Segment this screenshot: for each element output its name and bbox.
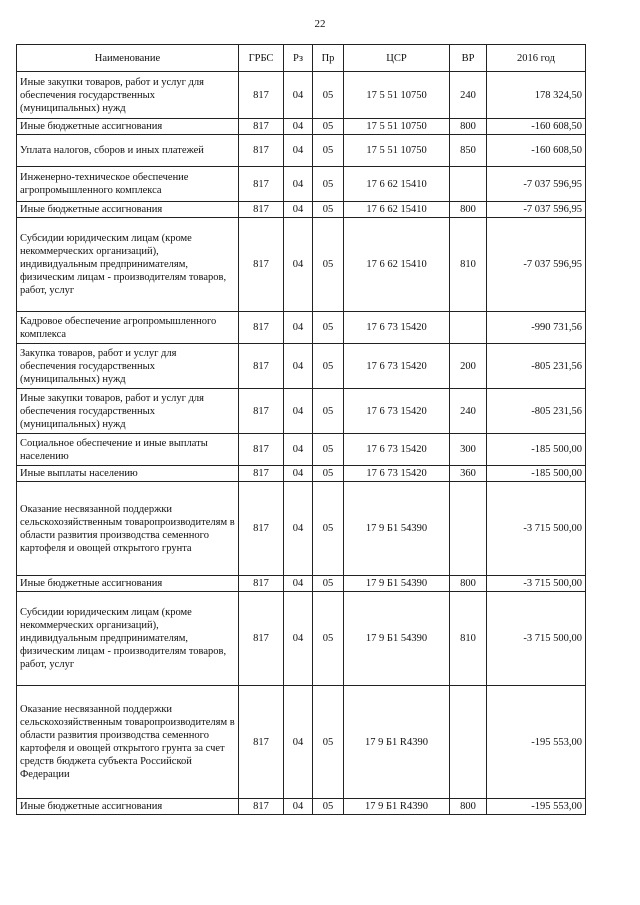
cell-vr: 240	[450, 72, 487, 119]
cell-grbs: 817	[239, 218, 284, 312]
page-number: 22	[314, 18, 326, 30]
cell-grbs: 817	[239, 72, 284, 119]
cell-grbs: 817	[239, 344, 284, 389]
cell-vr: 800	[450, 576, 487, 592]
cell-amount: -7 037 596,95	[487, 202, 586, 218]
cell-grbs: 817	[239, 167, 284, 202]
cell-pr: 05	[313, 799, 344, 815]
cell-amount: -7 037 596,95	[487, 167, 586, 202]
cell-name: Иные закупки товаров, работ и услуг для обеспечения государственных (муниципальных) нужд	[17, 72, 239, 119]
cell-grbs: 817	[239, 686, 284, 799]
cell-grbs: 817	[239, 592, 284, 686]
cell-pr: 05	[313, 389, 344, 434]
cell-grbs: 817	[239, 119, 284, 135]
table-body	[17, 72, 586, 815]
cell-vr: 300	[450, 434, 487, 466]
cell-vr: 800	[450, 119, 487, 135]
cell-grbs: 817	[239, 799, 284, 815]
table-row	[17, 576, 586, 592]
cell-csr: 17 5 51 10750	[344, 119, 450, 135]
table-row	[17, 135, 586, 167]
cell-rz: 04	[284, 799, 313, 815]
col-header-rz: Рз	[284, 45, 313, 72]
cell-pr: 05	[313, 434, 344, 466]
cell-name: Инженерно-техническое обеспечение агропромышленного комплекса	[17, 167, 239, 202]
cell-csr: 17 6 73 15420	[344, 434, 450, 466]
cell-amount: -7 037 596,95	[487, 218, 586, 312]
cell-name: Субсидии юридическим лицам (кроме некоммерческих организаций), индивидуальным предпринимателям, физическим лицам - производителям товаров, работ, услуг	[17, 218, 239, 312]
table-row	[17, 167, 586, 202]
cell-pr: 05	[313, 119, 344, 135]
cell-name: Уплата налогов, сборов и иных платежей	[17, 135, 239, 167]
cell-rz: 04	[284, 482, 313, 576]
cell-grbs: 817	[239, 576, 284, 592]
cell-rz: 04	[284, 576, 313, 592]
cell-vr	[450, 312, 487, 344]
cell-csr: 17 6 73 15420	[344, 466, 450, 482]
cell-csr: 17 6 62 15410	[344, 202, 450, 218]
cell-csr: 17 6 73 15420	[344, 312, 450, 344]
cell-rz: 04	[284, 218, 313, 312]
cell-vr: 240	[450, 389, 487, 434]
cell-grbs: 817	[239, 389, 284, 434]
table-row	[17, 312, 586, 344]
col-header-grbs: ГРБС	[239, 45, 284, 72]
table-row	[17, 389, 586, 434]
cell-amount: -3 715 500,00	[487, 592, 586, 686]
table-header-row	[17, 45, 586, 72]
table-row	[17, 686, 586, 799]
table-row	[17, 344, 586, 389]
table-row	[17, 466, 586, 482]
cell-rz: 04	[284, 434, 313, 466]
cell-rz: 04	[284, 167, 313, 202]
cell-vr: 810	[450, 218, 487, 312]
table-row	[17, 799, 586, 815]
cell-amount: -3 715 500,00	[487, 482, 586, 576]
cell-grbs: 817	[239, 434, 284, 466]
table-row	[17, 592, 586, 686]
cell-amount: -3 715 500,00	[487, 576, 586, 592]
cell-amount: -805 231,56	[487, 389, 586, 434]
cell-csr: 17 9 Б1 R4390	[344, 686, 450, 799]
cell-vr: 800	[450, 799, 487, 815]
cell-name: Субсидии юридическим лицам (кроме некоммерческих организаций), индивидуальным предпринимателям, физическим лицам - производителям товаров, работ, услуг	[17, 592, 239, 686]
table-row	[17, 434, 586, 466]
cell-vr: 360	[450, 466, 487, 482]
cell-csr: 17 6 62 15410	[344, 167, 450, 202]
cell-rz: 04	[284, 202, 313, 218]
cell-csr: 17 5 51 10750	[344, 135, 450, 167]
cell-amount: -160 608,50	[487, 119, 586, 135]
table-row	[17, 72, 586, 119]
cell-rz: 04	[284, 312, 313, 344]
cell-amount: 178 324,50	[487, 72, 586, 119]
col-header-name: Наименование	[17, 45, 239, 72]
cell-rz: 04	[284, 72, 313, 119]
cell-csr: 17 6 73 15420	[344, 344, 450, 389]
cell-name: Иные выплаты населению	[17, 466, 239, 482]
budget-table	[16, 44, 586, 815]
cell-csr: 17 5 51 10750	[344, 72, 450, 119]
cell-vr: 200	[450, 344, 487, 389]
col-header-pr: Пр	[313, 45, 344, 72]
table-row	[17, 202, 586, 218]
cell-pr: 05	[313, 167, 344, 202]
cell-rz: 04	[284, 686, 313, 799]
cell-pr: 05	[313, 466, 344, 482]
cell-name: Иные бюджетные ассигнования	[17, 576, 239, 592]
cell-vr: 850	[450, 135, 487, 167]
cell-rz: 04	[284, 466, 313, 482]
cell-rz: 04	[284, 119, 313, 135]
cell-name: Закупка товаров, работ и услуг для обеспечения государственных (муниципальных) нужд	[17, 344, 239, 389]
cell-name: Оказание несвязанной поддержки сельскохозяйственным товаропроизводителям в области развития производства семенного картофеля и овощей открытого грунта за счет средств бюджета субъекта Российской Федерации	[17, 686, 239, 799]
cell-amount: -195 553,00	[487, 686, 586, 799]
cell-name: Иные бюджетные ассигнования	[17, 119, 239, 135]
col-header-amount: 2016 год	[487, 45, 586, 72]
col-header-csr: ЦСР	[344, 45, 450, 72]
cell-csr: 17 9 Б1 54390	[344, 576, 450, 592]
cell-csr: 17 9 Б1 R4390	[344, 799, 450, 815]
cell-csr: 17 9 Б1 54390	[344, 482, 450, 576]
cell-name: Кадровое обеспечение агропромышленного комплекса	[17, 312, 239, 344]
cell-pr: 05	[313, 72, 344, 119]
cell-name: Иные бюджетные ассигнования	[17, 799, 239, 815]
cell-grbs: 817	[239, 466, 284, 482]
cell-pr: 05	[313, 592, 344, 686]
cell-vr: 800	[450, 202, 487, 218]
cell-vr	[450, 482, 487, 576]
cell-name: Иные закупки товаров, работ и услуг для обеспечения государственных (муниципальных) нужд	[17, 389, 239, 434]
cell-rz: 04	[284, 389, 313, 434]
cell-pr: 05	[313, 344, 344, 389]
cell-csr: 17 9 Б1 54390	[344, 592, 450, 686]
cell-amount: -195 553,00	[487, 799, 586, 815]
table-row	[17, 119, 586, 135]
cell-name: Социальное обеспечение и иные выплаты населению	[17, 434, 239, 466]
cell-grbs: 817	[239, 135, 284, 167]
cell-rz: 04	[284, 592, 313, 686]
cell-pr: 05	[313, 482, 344, 576]
cell-csr: 17 6 73 15420	[344, 389, 450, 434]
table-row	[17, 482, 586, 576]
cell-vr: 810	[450, 592, 487, 686]
cell-amount: -990 731,56	[487, 312, 586, 344]
cell-amount: -805 231,56	[487, 344, 586, 389]
cell-name: Иные бюджетные ассигнования	[17, 202, 239, 218]
cell-grbs: 817	[239, 312, 284, 344]
cell-amount: -160 608,50	[487, 135, 586, 167]
cell-pr: 05	[313, 218, 344, 312]
cell-amount: -185 500,00	[487, 434, 586, 466]
cell-vr	[450, 167, 487, 202]
cell-rz: 04	[284, 344, 313, 389]
cell-pr: 05	[313, 135, 344, 167]
cell-pr: 05	[313, 576, 344, 592]
cell-amount: -185 500,00	[487, 466, 586, 482]
cell-pr: 05	[313, 686, 344, 799]
col-header-vr: ВР	[450, 45, 487, 72]
cell-rz: 04	[284, 135, 313, 167]
cell-name: Оказание несвязанной поддержки сельскохозяйственным товаропроизводителям в области развития производства семенного картофеля и овощей открытого грунта	[17, 482, 239, 576]
cell-pr: 05	[313, 312, 344, 344]
cell-grbs: 817	[239, 202, 284, 218]
cell-pr: 05	[313, 202, 344, 218]
cell-vr	[450, 686, 487, 799]
table-row	[17, 218, 586, 312]
cell-csr: 17 6 62 15410	[344, 218, 450, 312]
cell-grbs: 817	[239, 482, 284, 576]
